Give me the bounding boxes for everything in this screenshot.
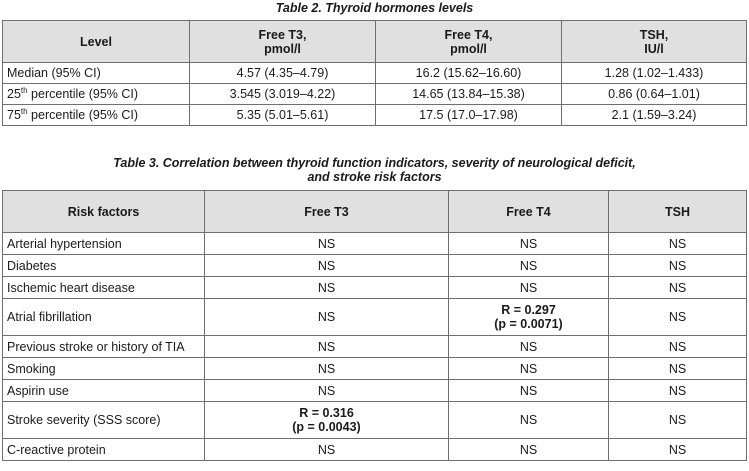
table-row bbox=[3, 299, 747, 336]
table3-caption-line1: Table 3. Correlation between thyroid function indicators, severity of neurological deficit, bbox=[113, 156, 636, 170]
cell-tsh: NS bbox=[609, 233, 747, 255]
cell-free-t3: NS bbox=[205, 299, 449, 336]
cell-free-t4: NS bbox=[449, 255, 609, 277]
table2-header-free-t4: Free T4, pmol/l bbox=[376, 21, 562, 63]
cell-free-t4: 16.2 (15.62–16.60) bbox=[376, 63, 562, 84]
cell-free-t3: NS bbox=[205, 439, 449, 461]
table-row bbox=[3, 233, 747, 255]
cell-free-t3: NS bbox=[205, 277, 449, 299]
table-row bbox=[3, 277, 747, 299]
table3-caption bbox=[0, 156, 749, 184]
table-row bbox=[3, 402, 747, 439]
table-row bbox=[3, 105, 747, 126]
table3-header-tsh: TSH bbox=[609, 191, 747, 233]
cell-tsh: NS bbox=[609, 336, 747, 358]
cell-free-t4: 14.65 (13.84–15.38) bbox=[376, 84, 562, 105]
cell-free-t3: NS bbox=[205, 255, 449, 277]
cell-free-t4: NS bbox=[449, 336, 609, 358]
table-row bbox=[3, 358, 747, 380]
risk-factor-label: C-reactive protein bbox=[3, 439, 205, 461]
cell-tsh: NS bbox=[609, 299, 747, 336]
table-row bbox=[3, 380, 747, 402]
table3-header-risk-factors: Risk factors bbox=[3, 191, 205, 233]
cell-free-t4: NS bbox=[449, 233, 609, 255]
table-row bbox=[3, 439, 747, 461]
cell-free-t3: NS bbox=[205, 233, 449, 255]
cell-tsh: NS bbox=[609, 358, 747, 380]
cell-tsh: 2.1 (1.59–3.24) bbox=[562, 105, 747, 126]
correlation-table bbox=[2, 190, 747, 461]
cell-tsh: 1.28 (1.02–1.433) bbox=[562, 63, 747, 84]
cell-free-t3: 4.57 (4.35–4.79) bbox=[190, 63, 376, 84]
cell-free-t3: NS bbox=[205, 358, 449, 380]
row-label: Median (95% CI) bbox=[3, 63, 190, 84]
cell-free-t4: 17.5 (17.0–17.98) bbox=[376, 105, 562, 126]
cell-free-t3: 3.545 (3.019–4.22) bbox=[190, 84, 376, 105]
table2-header-free-t3: Free T3, pmol/l bbox=[190, 21, 376, 63]
cell-free-t4: NS bbox=[449, 277, 609, 299]
risk-factor-label: Aspirin use bbox=[3, 380, 205, 402]
cell-free-t4: NS bbox=[449, 380, 609, 402]
cell-free-t3: 5.35 (5.01–5.61) bbox=[190, 105, 376, 126]
table2-header-tsh: TSH, IU/l bbox=[562, 21, 747, 63]
cell-tsh: NS bbox=[609, 277, 747, 299]
table3-header-row bbox=[3, 191, 747, 233]
cell-tsh: 0.86 (0.64–1.01) bbox=[562, 84, 747, 105]
cell-free-t4: NS bbox=[449, 358, 609, 380]
cell-free-t4: R = 0.297 (p = 0.0071) bbox=[449, 299, 609, 336]
table3-caption-line2: and stroke risk factors bbox=[307, 170, 442, 184]
table2-caption: Table 2. Thyroid hormones levels bbox=[275, 1, 474, 15]
risk-factor-label: Smoking bbox=[3, 358, 205, 380]
risk-factor-label: Stroke severity (SSS score) bbox=[3, 402, 205, 439]
table-row bbox=[3, 255, 747, 277]
table3-header-free-t4: Free T4 bbox=[449, 191, 609, 233]
row-label: 75th percentile (95% CI) bbox=[3, 105, 190, 126]
cell-tsh: NS bbox=[609, 402, 747, 439]
cell-free-t3: NS bbox=[205, 380, 449, 402]
row-label: 25th percentile (95% CI) bbox=[3, 84, 190, 105]
risk-factor-label: Diabetes bbox=[3, 255, 205, 277]
table-row bbox=[3, 84, 747, 105]
thyroid-hormones-table bbox=[2, 20, 747, 126]
table3-header-free-t3: Free T3 bbox=[205, 191, 449, 233]
table2-header-row bbox=[3, 21, 747, 63]
cell-free-t3: R = 0.316 (p = 0.0043) bbox=[205, 402, 449, 439]
table-row bbox=[3, 63, 747, 84]
cell-tsh: NS bbox=[609, 380, 747, 402]
table-row bbox=[3, 336, 747, 358]
risk-factor-label: Previous stroke or history of TIA bbox=[3, 336, 205, 358]
risk-factor-label: Arterial hypertension bbox=[3, 233, 205, 255]
risk-factor-label: Ischemic heart disease bbox=[3, 277, 205, 299]
cell-tsh: NS bbox=[609, 439, 747, 461]
cell-tsh: NS bbox=[609, 255, 747, 277]
cell-free-t4: NS bbox=[449, 402, 609, 439]
risk-factor-label: Atrial fibrillation bbox=[3, 299, 205, 336]
cell-free-t3: NS bbox=[205, 336, 449, 358]
cell-free-t4: NS bbox=[449, 439, 609, 461]
table2-header-level: Level bbox=[3, 21, 190, 63]
